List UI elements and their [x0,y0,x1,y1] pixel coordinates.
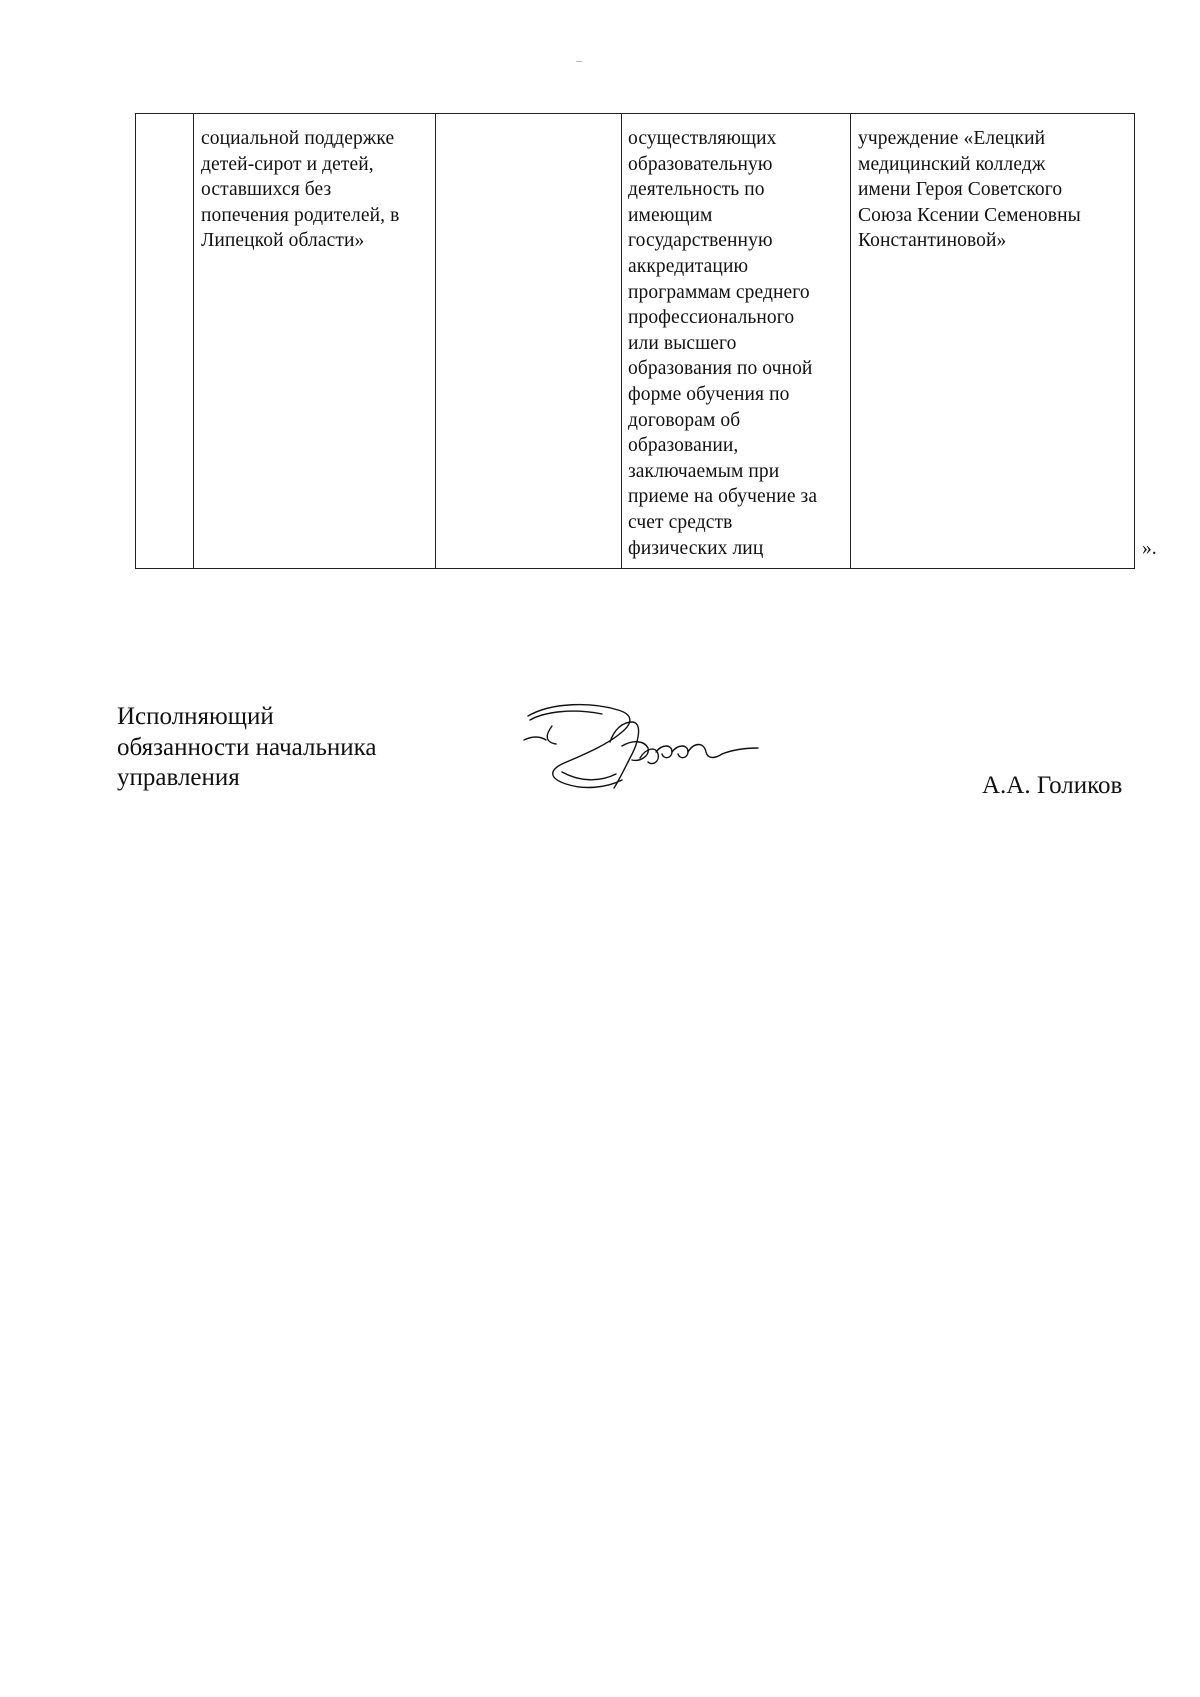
table-column-divider-2 [435,113,436,569]
handwritten-signature [522,700,768,796]
table-cell-program-name: социальной поддержке детей-сирот и детей, оставшихся без попечения родителей, в Липецкой области» [201,128,400,252]
table-column-divider-3 [621,113,622,569]
signer-name: А.А. Голиков [982,772,1123,799]
closing-quote: ». [1142,538,1157,559]
signer-position: Исполняющий обязанности начальника управления [117,703,377,791]
table-column-divider-1 [193,113,194,569]
table-cell-institution: учреждение «Елецкий медицинский колледж имени Героя Советского Союза Ксении Семеновны Константиновой» [858,128,1081,252]
scan-mark [576,61,582,62]
table-column-divider-4 [850,113,851,569]
table-cell-purpose: осуществляющих образовательную деятельность по имеющим государственную аккредитацию программам среднего профессионального или высшего образования по очной форме обучения по договорам об образовании, заключаемым при приеме на обучение за счет средств физических лиц [628,128,818,559]
